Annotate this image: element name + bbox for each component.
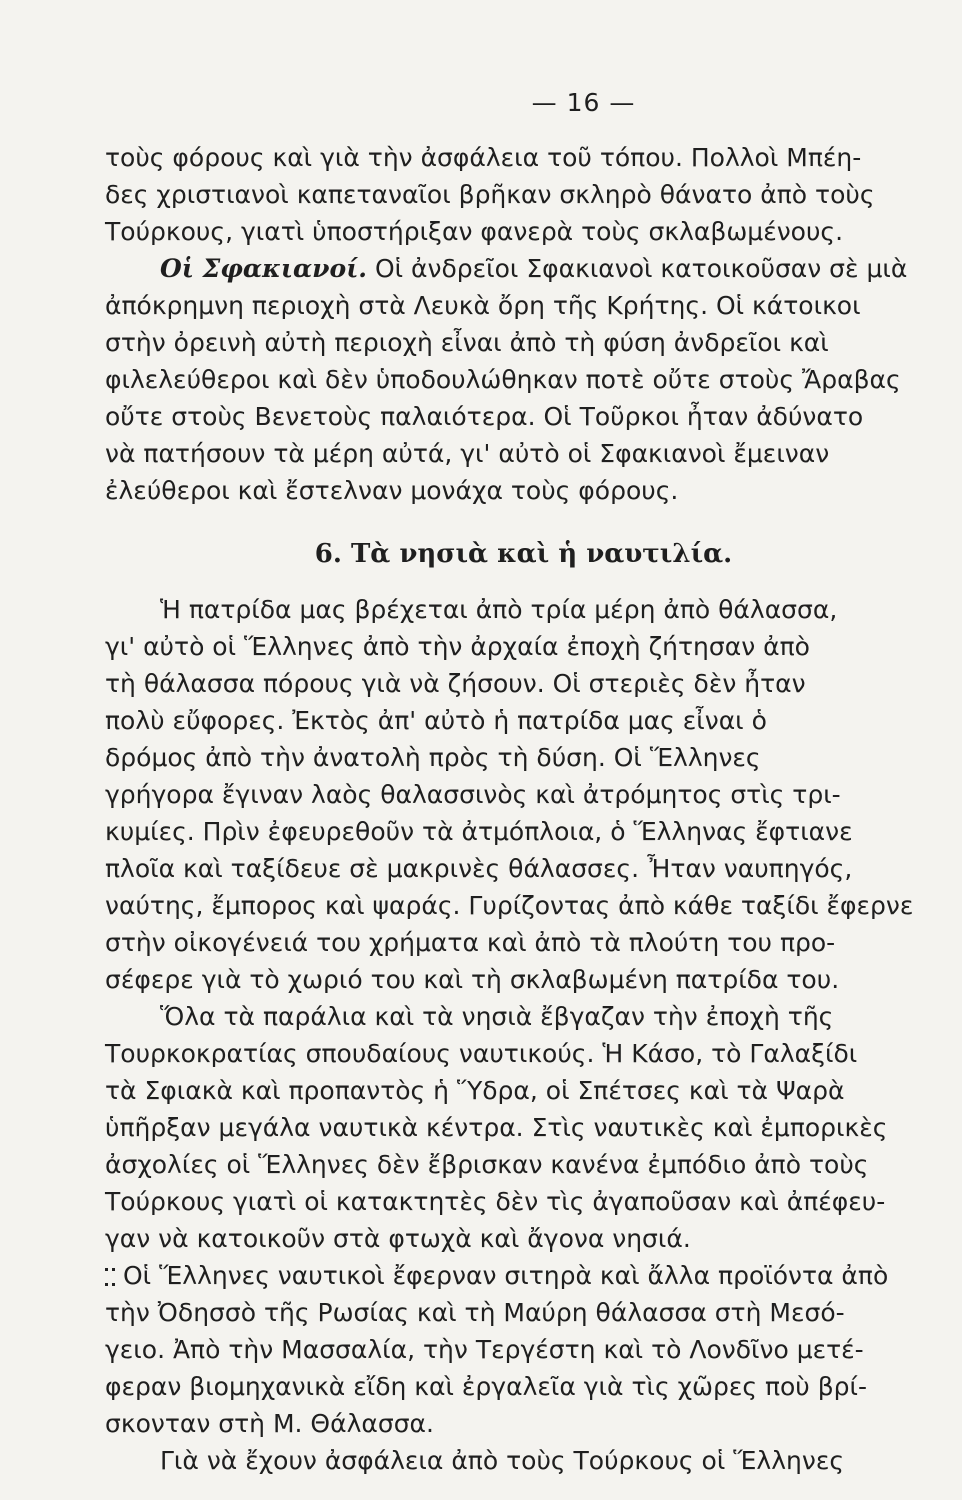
text-line: νὰ πατήσουν τὰ μέρη αὐτά, γι' αὐτὸ οἱ Σφακιανοὶ ἔμειναν — [105, 439, 830, 468]
text-line: πλοῖα καὶ ταξίδευε σὲ μακρινὲς θάλασσες. Ἦταν ναυπηγός, — [105, 854, 853, 883]
text-line: πολὺ εὔφορες. Ἐκτὸς ἀπ' αὐτὸ ἡ πατρίδα μας εἶναι ὁ — [105, 706, 767, 735]
section-title: 6. Τὰ νησιὰ καὶ ἡ ναυτιλία. — [314, 539, 733, 569]
sfakians-heading: Οἱ Σφακιανοί. — [160, 254, 368, 283]
paragraph-sfakians — [105, 250, 922, 509]
text-line: σκονταν στὴ Μ. Θάλασσα. — [105, 1409, 434, 1438]
paragraph-naval-centers — [105, 998, 922, 1257]
text-line: οὔτε στοὺς Βενετοὺς παλαιότερα. Οἱ Τοῦρκοι ἦταν ἀδύνατο — [105, 402, 864, 431]
text-line: δρόμος ἀπὸ τὴν ἀνατολὴ πρὸς τὴ δύση. Οἱ Ἕλληνες — [105, 743, 761, 772]
paragraph-homeland-sea — [105, 591, 922, 998]
text-line: ναύτης, ἔμπορος καὶ ψαράς. Γυρίζοντας ἀπὸ κάθε ταξίδι ἔφερνε — [105, 891, 914, 920]
text-line: Ἡ πατρίδα μας βρέχεται ἀπὸ τρία μέρη ἀπὸ θάλασσα, — [160, 595, 838, 624]
text-line: γρήγορα ἔγιναν λαὸς θαλασσινὸς καὶ ἀτρόμητος στὶς τρι- — [105, 780, 841, 809]
text-line: φιλελεύθεροι καὶ δὲν ὑποδουλώθηκαν ποτὲ οὔτε στοὺς Ἄραβας — [105, 365, 901, 394]
text-line: τὴ θάλασσα πόρους γιὰ νὰ ζήσουν. Οἱ στεριὲς δὲν ἦταν — [105, 669, 806, 698]
text-line: Τούρκους γιατὶ οἱ κατακτητὲς δὲν τὶς ἀγαποῦσαν καὶ ἀπέφευ- — [105, 1187, 886, 1216]
text-line: σέφερε γιὰ τὸ χωριό του καὶ τὴ σκλαβωμένη πατρίδα του. — [105, 965, 840, 994]
margin-mark-icon — [105, 1268, 115, 1286]
text-fragment: Οἱ Ἕλληνες ναυτικοὶ ἔφερναν σιτηρὰ καὶ ἄλλα προϊόντα ἀπὸ — [123, 1261, 889, 1290]
text-line: ἀπόκρημνη περιοχὴ στὰ Λευκὰ ὄρη τῆς Κρήτης. Οἱ κάτοικοι — [105, 291, 861, 320]
text-line: τὴν Ὀδησσὸ τῆς Ρωσίας καὶ τὴ Μαύρη θάλασσα στὴ Μεσό- — [105, 1298, 845, 1327]
text-line — [105, 250, 922, 287]
text-line — [105, 1257, 922, 1294]
paragraph-taxes — [105, 139, 922, 250]
text-line: φεραν βιομηχανικὰ εἴδη καὶ ἐργαλεῖα γιὰ τὶς χῶρες ποὺ βρί- — [105, 1372, 868, 1401]
text-line: Τουρκοκρατίας σπουδαίους ναυτικούς. Ἡ Κάσο, τὸ Γαλαξίδι — [105, 1039, 858, 1068]
text-line: ἀσχολίες οἱ Ἕλληνες δὲν ἔβρισκαν κανένα ἐμπόδιο ἀπὸ τοὺς — [105, 1150, 869, 1179]
text-line: ὑπῆρξαν μεγάλα ναυτικὰ κέντρα. Στὶς ναυτικὲς καὶ ἐμπορικὲς — [105, 1113, 888, 1142]
text-line: ἐλεύθεροι καὶ ἔστελναν μονάχα τοὺς φόρους. — [105, 476, 679, 505]
text-line: Ὅλα τὰ παράλια καὶ τὰ νησιὰ ἔβγαζαν τὴν ἐποχὴ τῆς — [160, 1002, 834, 1031]
text-line: γειο. Ἀπὸ τὴν Μασσαλία, τὴν Τεργέστη καὶ τὸ Λονδῖνο μετέ- — [105, 1335, 864, 1364]
text-line: γι' αὐτὸ οἱ Ἕλληνες ἀπὸ τὴν ἀρχαία ἐποχὴ ζήτησαν ἀπὸ — [105, 632, 810, 661]
text-fragment: Οἱ ἀνδρεῖοι Σφακιανοὶ κατοικοῦσαν σὲ μιὰ — [367, 254, 908, 283]
page-number: — 16 — — [531, 88, 636, 117]
text-line: Γιὰ νὰ ἔχουν ἀσφάλεια ἀπὸ τοὺς Τούρκους οἱ Ἕλληνες — [160, 1446, 845, 1475]
text-line: δες χριστιανοὶ καπεταναῖοι βρῆκαν σκληρὸ θάνατο ἀπὸ τοὺς — [105, 180, 875, 209]
paragraph-trade — [105, 1257, 922, 1442]
text-line: τὰ Σφιακὰ καὶ προπαντὸς ἡ Ὕδρα, οἱ Σπέτσες καὶ τὰ Ψαρὰ — [105, 1076, 845, 1105]
text-line: στὴν ὀρεινὴ αὐτὴ περιοχὴ εἶναι ἀπὸ τὴ φύση ἀνδρεῖοι καὶ — [105, 328, 829, 357]
text-line: γαν νὰ κατοικοῦν στὰ φτωχὰ καὶ ἄγονα νησιά. — [105, 1224, 691, 1253]
paragraph-safety — [105, 1442, 922, 1479]
text-line: στὴν οἰκογένειά του χρήματα καὶ ἀπὸ τὰ πλούτη του προ- — [105, 928, 836, 957]
text-line: τοὺς φόρους καὶ γιὰ τὴν ἀσφάλεια τοῦ τόπου. Πολλοὶ Μπέη- — [105, 143, 862, 172]
text-line: κυμίες. Πρὶν ἐφευρεθοῦν τὰ ἀτμόπλοια, ὁ Ἕλληνας ἔφτιανε — [105, 817, 853, 846]
text-line: Τούρκους, γιατὶ ὑποστήριξαν φανερὰ τοὺς σκλαβωμένους. — [105, 217, 844, 246]
